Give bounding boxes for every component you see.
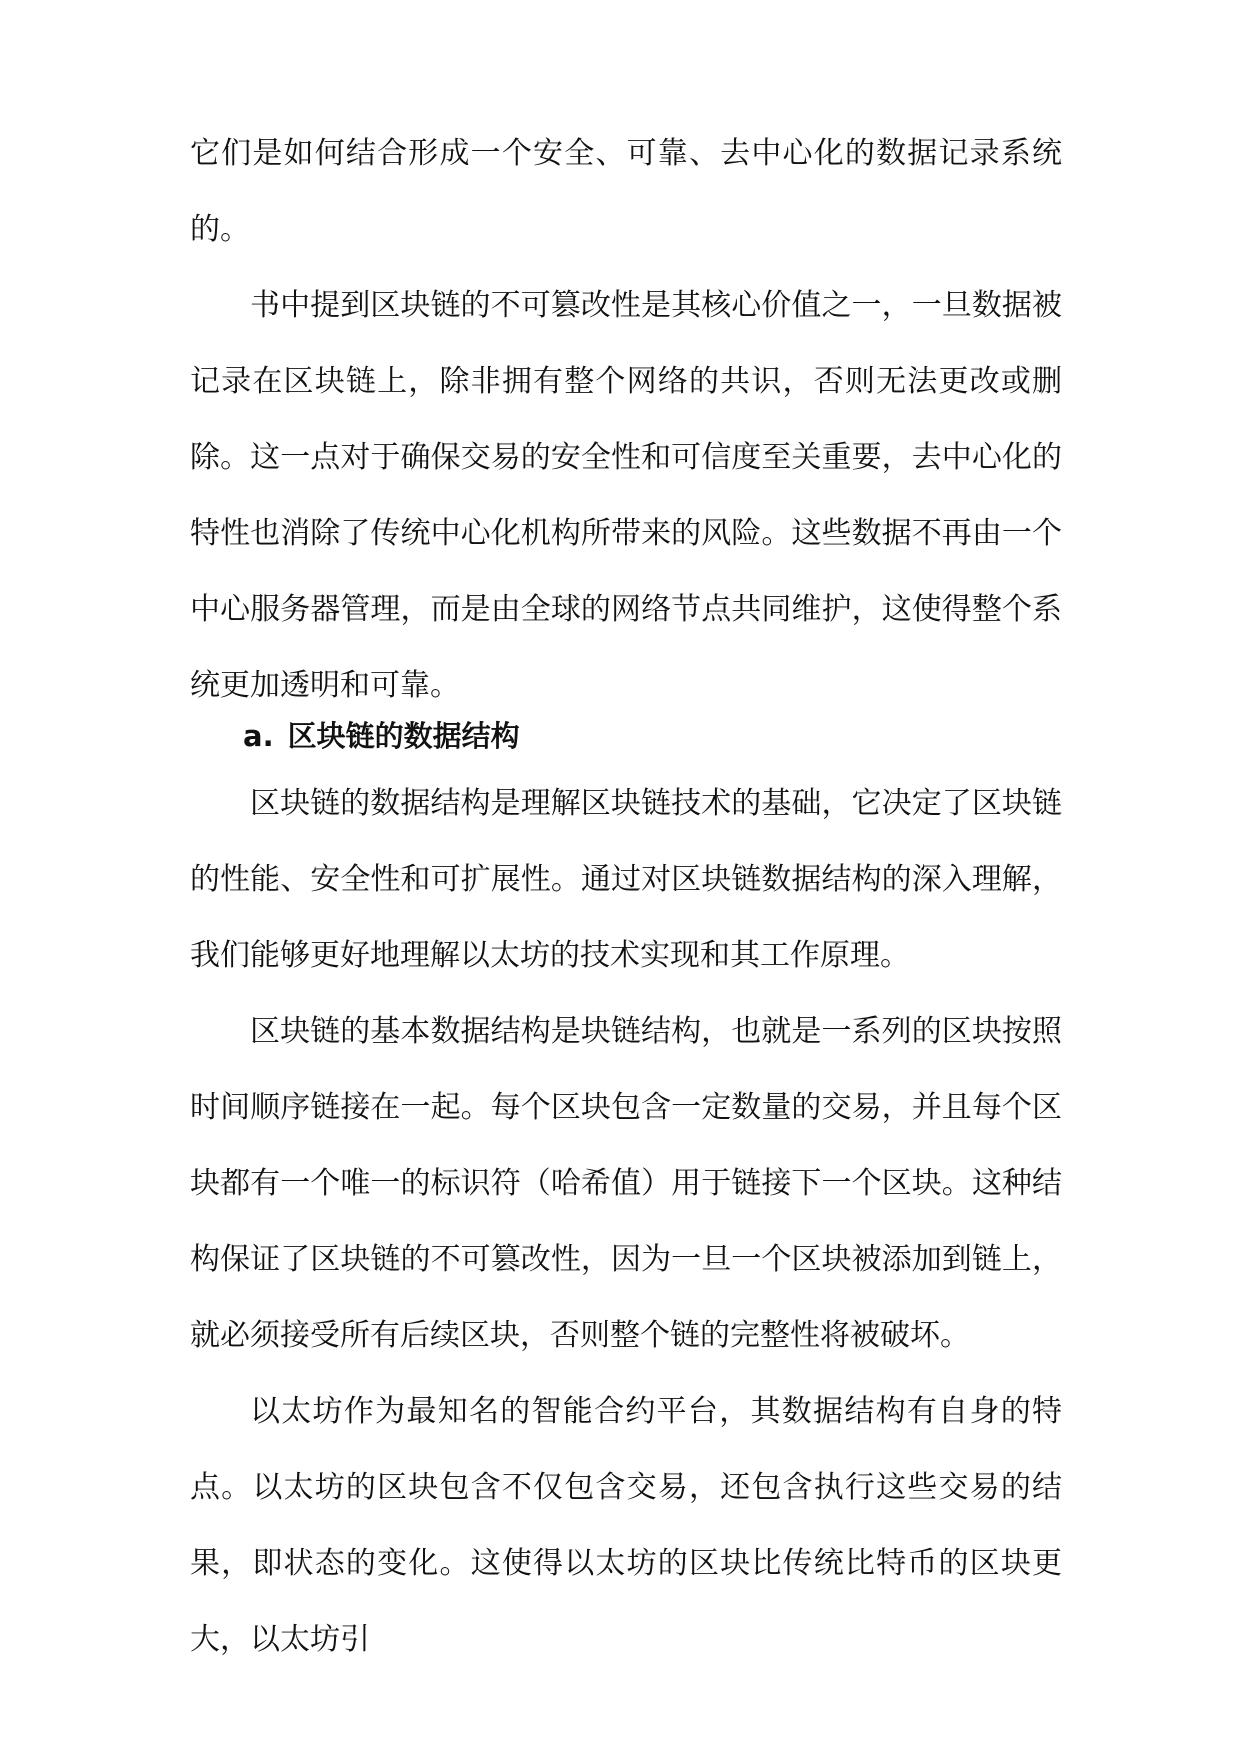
section-title: 区块链的数据结构	[287, 719, 520, 753]
paragraph-structure-intro: 区块链的数据结构是理解区块链技术的基础，它决定了区块链的性能、安全性和可扩展性。通过对区块链数据结构的深入理解，我们能够更好地理解以太坊的技术实现和其工作原理。	[190, 786, 1062, 973]
section-heading	[243, 706, 520, 766]
paragraph-intro-continuation: 它们是如何结合形成一个安全、可靠、去中心化的数据记录系统的。	[190, 136, 1062, 247]
section-number: a.	[243, 719, 274, 753]
paragraph-ethereum: 以太坊作为最知名的智能合约平台，其数据结构有自身的特点。以太坊的区块包含不仅包含交易，还包含执行这些交易的结果，即状态的变化。这使得以太坊的区块比传统比特币的区块更大，以太坊引	[190, 1394, 1062, 1657]
paragraph-block-chain: 区块链的基本数据结构是块链结构，也就是一系列的区块按照时间顺序链接在一起。每个区块包含一定数量的交易，并且每个区块都有一个唯一的标识符（哈希值）用于链接下一个区块。这种结构保证了区块链的不可篡改性，因为一旦一个区块被添加到链上，就必须接受所有后续区块，否则整个链的完整性将被破坏。	[190, 1014, 1062, 1353]
paragraph-immutability: 书中提到区块链的不可篡改性是其核心价值之一，一旦数据被记录在区块链上，除非拥有整个网络的共识，否则无法更改或删除。这一点对于确保交易的安全性和可信度至关重要，去中心化的特性也消除了传统中心化机构所带来的风险。这些数据不再由一个中心服务器管理，而是由全球的网络节点共同维护，这使得整个系统更加透明和可靠。	[190, 288, 1062, 703]
text-block-top	[190, 116, 1062, 724]
text-block-section	[190, 766, 1062, 1678]
